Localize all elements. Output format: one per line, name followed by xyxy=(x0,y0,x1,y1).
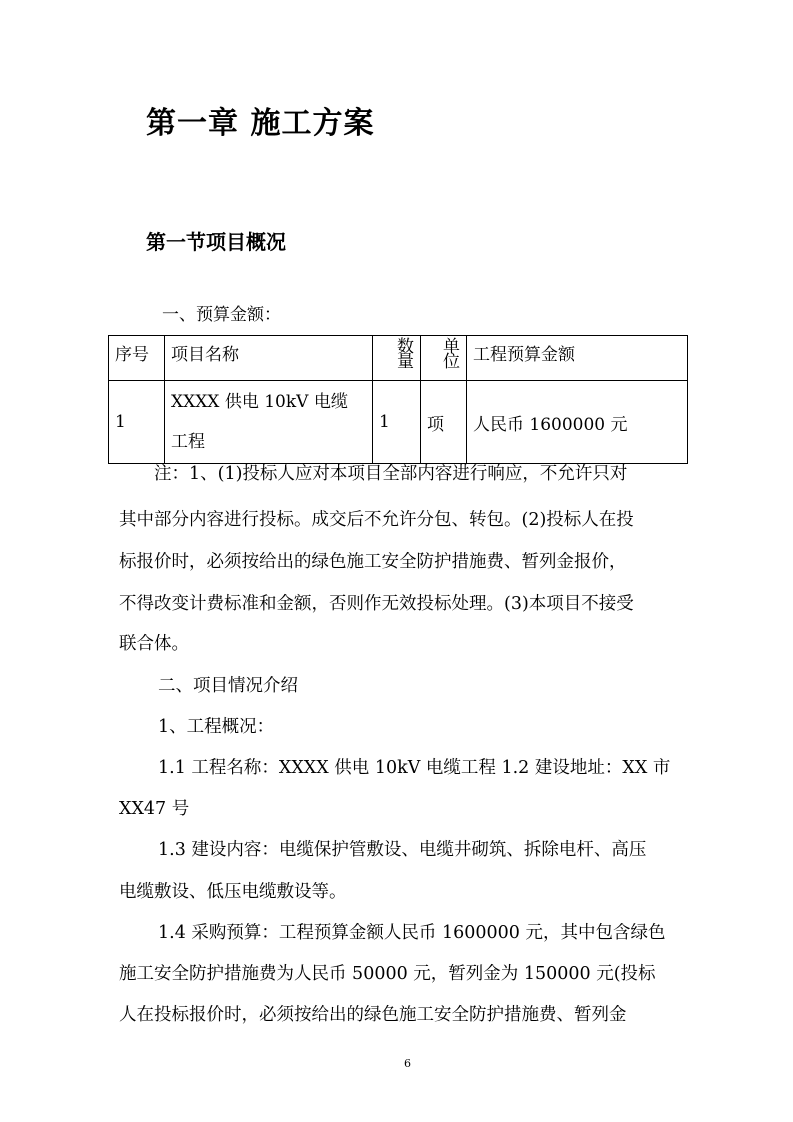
body-line-5: 1.4 采购预算：工程预算金额人民币 1600000 元，其中包含绿色 xyxy=(158,923,666,943)
budget-heading: 一、预算金额： xyxy=(162,305,281,325)
cell-name xyxy=(165,381,373,464)
note-line-2: 其中部分内容进行投标。成交后不允许分包、转包。(2)投标人在投 xyxy=(119,510,634,530)
body-line-6: 施工安全防护措施费为人民币 50000 元，暂列金为 150000 元(投标 xyxy=(119,964,656,984)
body-line-4: 电缆敷设、低压电缆敷设等。 xyxy=(119,882,347,902)
col-header-amount: 工程预算金额 xyxy=(467,336,688,381)
body-line-2: XX47 号 xyxy=(119,799,190,819)
table-row xyxy=(109,381,688,464)
cell-no: 1 xyxy=(109,381,165,464)
budget-table xyxy=(108,335,688,464)
col-header-qty-line2: 量 xyxy=(397,352,414,372)
body-line-1: 1.1 工程名称：XXXX 供电 10kV 电缆工程 1.2 建设地址：XX 市 xyxy=(158,758,671,778)
page-number: 6 xyxy=(404,1057,411,1070)
cell-qty: 1 xyxy=(373,381,421,464)
body-line-3: 1.3 建设内容：电缆保护管敷设、电缆井砌筑、拆除电杆、高压 xyxy=(158,840,647,860)
table-header-row xyxy=(109,336,688,381)
chapter-title: 第一章 施工方案 xyxy=(146,106,375,141)
col-header-unit-line1: 单 xyxy=(443,337,460,357)
col-header-qty xyxy=(373,336,421,381)
col-header-unit xyxy=(421,336,467,381)
note-line-1: 注：1、(1)投标人应对本项目全部内容进行响应，不允许只对 xyxy=(154,464,628,484)
note-line-3: 标报价时，必须按给出的绿色施工安全防护措施费、暂列金报价， xyxy=(119,552,627,572)
cell-unit: 项 xyxy=(421,381,467,464)
col-header-qty-line1: 数 xyxy=(397,337,414,357)
overview-heading: 1、工程概况： xyxy=(158,717,275,737)
col-header-name: 项目名称 xyxy=(165,336,373,381)
intro-heading: 二、项目情况介绍 xyxy=(158,676,298,696)
note-line-4: 不得改变计费标准和金额，否则作无效投标处理。(3)本项目不接受 xyxy=(119,594,634,614)
body-line-7: 人在投标报价时，必须按给出的绿色施工安全防护措施费、暂列金 xyxy=(119,1005,627,1025)
cell-name-line1: XXXX 供电 10kV 电缆 xyxy=(171,392,348,412)
note-line-5: 联合体。 xyxy=(119,634,189,654)
cell-name-line2: 工程 xyxy=(171,432,205,452)
col-header-no: 序号 xyxy=(109,336,165,381)
col-header-unit-line2: 位 xyxy=(443,352,460,372)
cell-amount: 人民币 1600000 元 xyxy=(467,381,688,464)
section-title: 第一节项目概况 xyxy=(146,230,286,254)
